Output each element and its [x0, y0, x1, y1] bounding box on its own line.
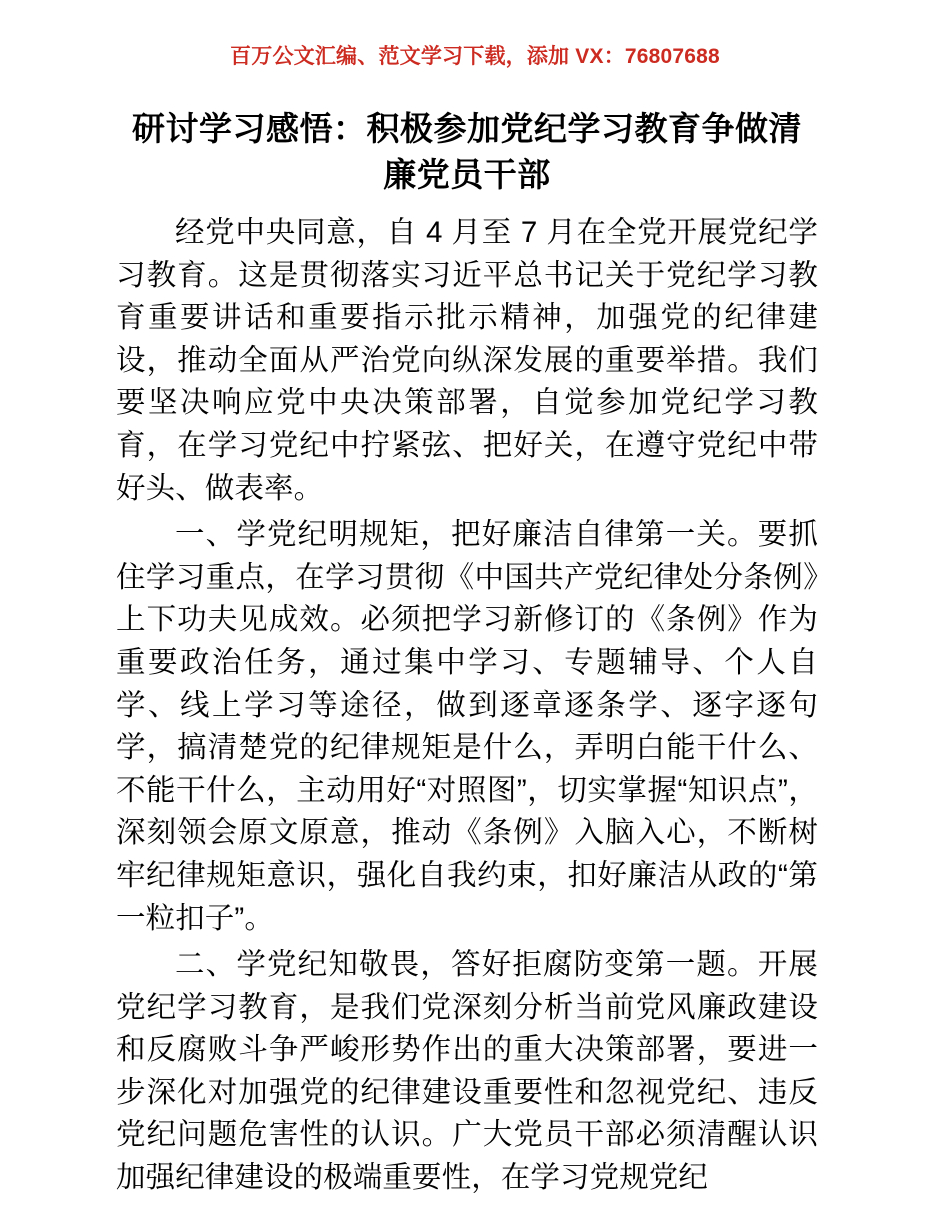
document-paragraph-2: 一、学党纪明规矩，把好廉洁自律第一关。要抓住学习重点，在学习贯彻《中国共产党纪律处分条例》上下功夫见成效。必须把学习新修订的《条例》作为重要政治任务，通过集中学习、专题辅导、个人自学、线上学习等途径，做到逐章逐条学、逐字逐句学，搞清楚党的纪律规矩是什么，弄明白能干什么、不能干什么，主动用好“对照图”，切实掌握“知识点”，深刻领会原文原意，推动《条例》入脑入心，不断树牢纪律规矩意识，强化自我约束，扣好廉洁从政的“第一粒扣子”。 — [116, 518, 818, 935]
promo-header-banner: 百万公文汇编、范文学习下载，添加 VX：76807688 — [230, 45, 720, 68]
document-body — [116, 106, 818, 1200]
document-title: 研讨学习感悟：积极参加党纪学习教育争做清廉党员干部 — [132, 110, 802, 193]
document-paragraph-1: 经党中央同意，自 4 月至 7 月在全党开展党纪学习教育。这是贯彻落实习近平总书记关于党纪学习教育重要讲话和重要指示批示精神，加强党的纪律建设，推动全面从严治党向纵深发展的重要举措。我们要坚决响应党中央决策部署，自觉参加党纪学习教育，在学习党纪中拧紧弦、把好关，在遵守党纪中带好头、做表率。 — [116, 216, 818, 505]
document-paragraph-3: 二、学党纪知敬畏，答好拒腐防变第一题。开展党纪学习教育，是我们党深刻分析当前党风廉政建设和反腐败斗争严峻形势作出的重大决策部署，要进一步深化对加强党的纪律建设重要性和忽视党纪、违反党纪问题危害性的认识。广大党员干部必须清醒认识加强纪律建设的极端重要性，在学习党规党纪 — [116, 948, 818, 1195]
